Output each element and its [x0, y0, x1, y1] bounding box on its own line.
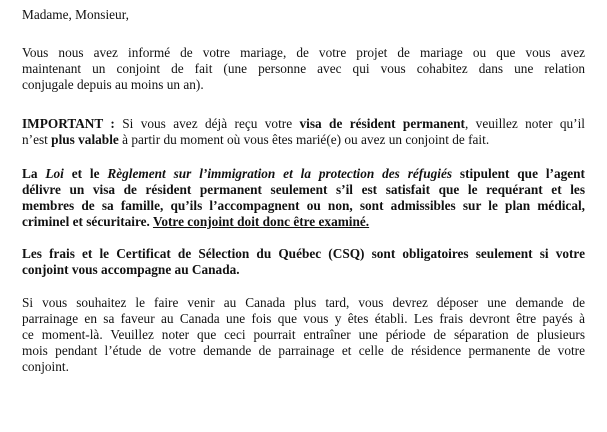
text-segment: maintenant un conjoint de fait (une personne avec qui vous cohabitez dans une relation: [22, 61, 585, 76]
text-segment: plus valable: [51, 132, 119, 147]
paragraph-fees: [22, 246, 585, 278]
text-segment: à partir du moment où vous êtes marié(e) ou avez un conjoint de fait.: [118, 132, 490, 147]
text-line: [22, 116, 585, 132]
text-segment: stipulent que l’agent: [452, 166, 585, 181]
letter-body: [22, 7, 585, 375]
text-segment: , veuillez noter qu’il: [464, 116, 585, 131]
text-line: [22, 262, 585, 278]
text-line: [22, 7, 585, 23]
text-line: [22, 61, 585, 77]
text-segment: ce moment-là. Veuillez noter que ceci pourrait entraîner une période de séparation de plusieurs: [22, 327, 585, 342]
text-line: [22, 359, 585, 375]
text-segment: Vous nous avez informé de votre mariage, de votre projet de mariage ou que vous avez: [22, 45, 585, 60]
text-segment: Règlement sur l’immigration et la protection des réfugiés: [107, 166, 453, 181]
text-line: [22, 77, 585, 93]
text-line: [22, 182, 585, 198]
text-segment: membres de sa famille, qu’ils l’accompagnent ou non, sont admissibles sur le plan médical,: [22, 198, 585, 213]
text-line: [22, 214, 585, 230]
text-segment: criminel et sécuritaire.: [22, 214, 153, 229]
text-segment: Si vous avez déjà reçu votre: [114, 116, 300, 131]
text-line: [22, 198, 585, 214]
text-segment: mois pendant l’étude de votre demande de parrainage et celle de résidence permanente de votre: [22, 343, 585, 358]
text-segment: Votre conjoint doit donc être examiné.: [152, 214, 370, 229]
text-segment: Loi: [45, 166, 64, 181]
text-segment: parrainage en sa faveur au Canada une fois que vous y êtes établi. Les frais devront être payés à: [22, 311, 585, 326]
text-line: [22, 327, 585, 343]
text-segment: Si vous souhaitez le faire venir au Canada plus tard, vous devrez déposer une demande de: [22, 295, 585, 310]
paragraph-important: [22, 116, 585, 148]
text-line: [22, 166, 585, 182]
text-segment: délivre un visa de résident permanent seulement s’il est satisfait que le requérant et les: [22, 182, 585, 197]
text-segment: et le: [63, 166, 108, 181]
text-line: [22, 311, 585, 327]
text-segment: conjoint vous accompagne au Canada.: [22, 262, 240, 277]
text-line: [22, 343, 585, 359]
text-segment: visa de résident permanent: [299, 116, 465, 131]
text-segment: Les frais et le Certificat de Sélection du Québec (CSQ) sont obligatoires seulement si votre: [22, 246, 585, 261]
text-line: [22, 295, 585, 311]
paragraph-sponsorship: [22, 295, 585, 375]
paragraph-law: [22, 166, 585, 230]
text-segment: conjoint.: [22, 359, 69, 374]
paragraph-intro: [22, 45, 585, 93]
text-line: [22, 132, 585, 148]
text-line: [22, 45, 585, 61]
text-segment: IMPORTANT :: [22, 116, 115, 131]
text-segment: conjugale depuis au moins un an).: [22, 77, 204, 92]
text-segment: n’est: [22, 132, 52, 147]
text-line: [22, 246, 585, 262]
paragraph-salutation: [22, 7, 585, 23]
text-segment: Madame, Monsieur,: [22, 7, 129, 22]
text-segment: La: [22, 166, 46, 181]
